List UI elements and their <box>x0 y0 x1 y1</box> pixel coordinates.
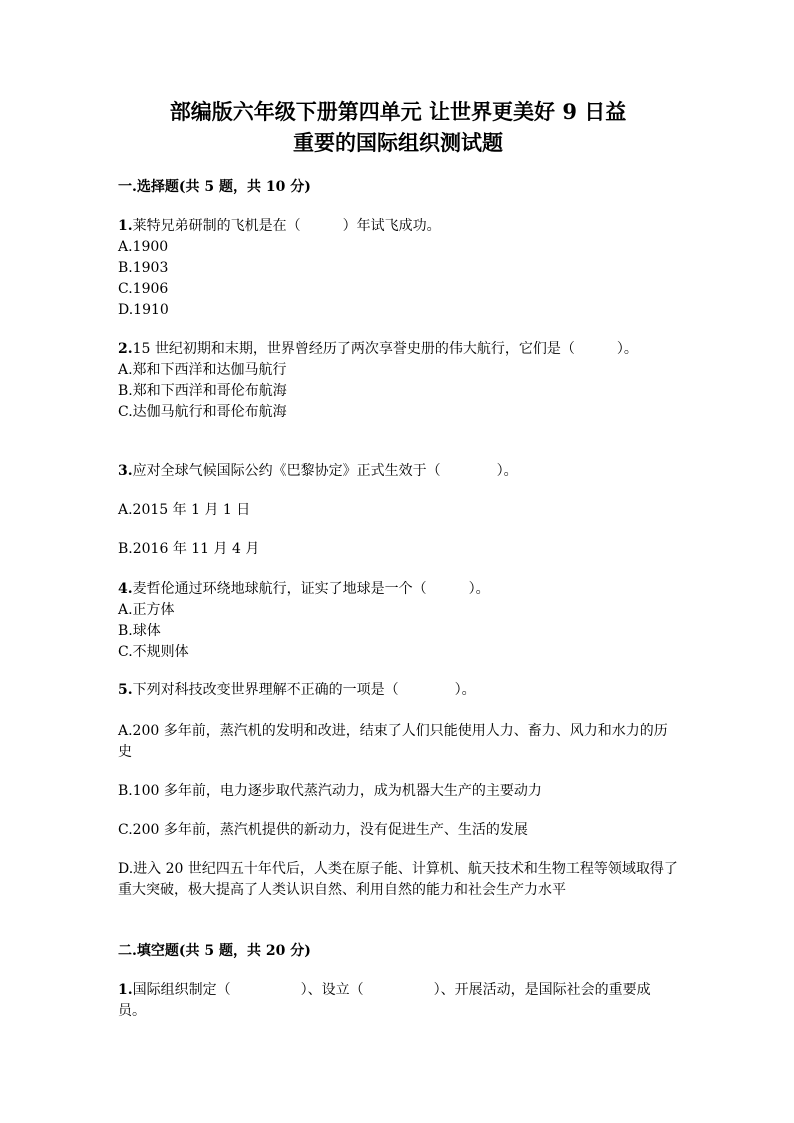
question-number: 1. <box>118 982 133 998</box>
option: B.郑和下西洋和哥伦布航海 <box>118 383 287 399</box>
option: A.200 多年前，蒸汽机的发明和改进，结束了人们只能使用人力、畜力、风力和水力的历史 <box>118 723 668 760</box>
question-text: 国际组织制定（ ）、设立（ ）、开展活动，是国际社会的重要成员。 <box>118 982 651 1019</box>
option: D.进入 20 世纪四五十年代后，人类在原子能、计算机、航天技术和生物工程等领域取得了重大突破，极大提高了人类认识自然、利用自然的能力和社会生产力水平 <box>118 861 678 898</box>
question-text: 麦哲伦通过环绕地球航行，证实了地球是一个（ ）。 <box>132 581 490 597</box>
fill-question-1 <box>118 980 678 1022</box>
title-line-1: 部编版六年级下册第四单元 让世界更美好 9 日益 <box>169 99 627 124</box>
option: B.2016 年 11 月 4 月 <box>118 541 260 557</box>
question-3 <box>118 461 678 482</box>
question-5 <box>118 680 678 701</box>
question-text: 下列对科技改变世界理解不正确的一项是（ ）。 <box>132 682 476 698</box>
option: B.1903 <box>118 260 169 276</box>
option: A.郑和下西洋和达伽马航行 <box>118 362 287 378</box>
option: A.1900 <box>118 239 169 255</box>
option: A.正方体 <box>118 602 175 618</box>
question-2 <box>118 339 678 423</box>
exam-page <box>118 96 678 1019</box>
question-text: 莱特兄弟研制的飞机是在（ ）年试飞成功。 <box>132 218 441 234</box>
question-number: 5. <box>118 682 133 698</box>
question-4 <box>118 579 678 663</box>
question-number: 3. <box>118 463 133 479</box>
option: D.1910 <box>118 302 169 318</box>
question-number: 1. <box>118 218 133 234</box>
option: C.不规则体 <box>118 644 189 660</box>
option: C.1906 <box>118 281 169 297</box>
question-number: 4. <box>118 581 133 597</box>
option: C.200 多年前，蒸汽机提供的新动力，没有促进生产、生活的发展 <box>118 822 528 838</box>
question-1 <box>118 216 678 321</box>
title-line-2: 重要的国际组织测试题 <box>293 130 503 155</box>
question-number: 2. <box>118 341 133 357</box>
option: B.球体 <box>118 623 161 639</box>
option: A.2015 年 1 月 1 日 <box>118 502 251 518</box>
document-title <box>118 96 678 158</box>
section-1-heading: 一.选择题(共 5 题，共 10 分) <box>118 179 311 195</box>
question-text: 应对全球气候国际公约《巴黎协定》正式生效于（ ）。 <box>132 463 518 479</box>
question-text: 15 世纪初期和末期，世界曾经历了两次享誉史册的伟大航行，它们是（ ）。 <box>132 341 638 357</box>
option: B.100 多年前，电力逐步取代蒸汽动力，成为机器大生产的主要动力 <box>118 783 542 799</box>
option: C.达伽马航行和哥伦布航海 <box>118 404 287 420</box>
section-2-heading: 二.填空题(共 5 题，共 20 分) <box>118 943 311 959</box>
